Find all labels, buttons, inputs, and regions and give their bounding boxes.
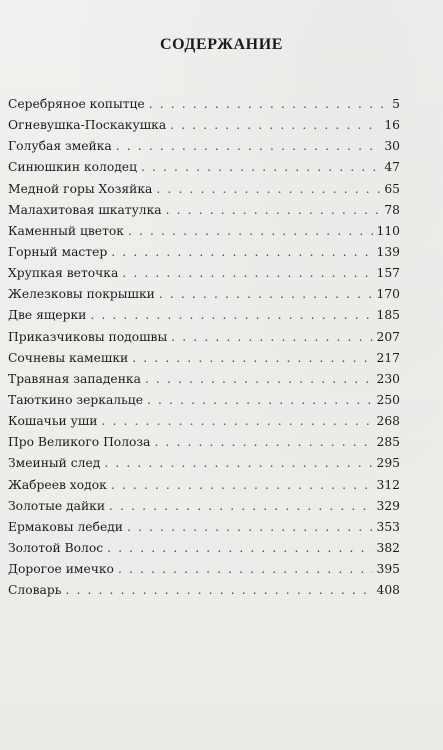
- toc-entry: [8, 284, 400, 305]
- toc-entry-title: Сочневы камешки: [8, 350, 129, 365]
- toc-entry-title: Словарь: [8, 583, 62, 597]
- toc-entry-page-number: 78: [384, 202, 400, 217]
- toc-dot-leader: [101, 411, 372, 432]
- toc-entry-page-number: 382: [376, 540, 400, 555]
- toc-entry: [8, 305, 400, 326]
- toc-entry: [8, 200, 400, 221]
- toc-entry: [8, 115, 400, 136]
- toc-dot-leader: [127, 517, 373, 538]
- toc-entry-title: Кошачьи уши: [8, 414, 98, 429]
- toc-dot-leader: [111, 242, 372, 263]
- toc-entry-page-number: 47: [384, 160, 400, 175]
- toc-entry-title: Дорогое имечко: [8, 562, 114, 577]
- toc-entry: [8, 580, 400, 601]
- toc-entry: [8, 136, 400, 157]
- toc-entry-page-number: 5: [392, 97, 400, 111]
- toc-entry-title: Горный мастер: [8, 244, 108, 259]
- toc-entry-page-number: 139: [376, 244, 400, 259]
- toc-entry-title: Медной горы Хозяйка: [8, 181, 153, 196]
- toc-dot-leader: [109, 496, 372, 517]
- toc-entry: [8, 369, 400, 390]
- table-of-contents: [8, 94, 400, 580]
- toc-entry: [8, 179, 400, 200]
- toc-dot-leader: [154, 432, 372, 453]
- toc-entry: [8, 475, 400, 496]
- toc-entry-page-number: 295: [376, 456, 400, 471]
- toc-entry-page-number: 329: [376, 498, 400, 513]
- toc-entry-title: Золотые дайки: [8, 498, 106, 513]
- toc-dot-leader: [141, 157, 380, 178]
- toc-entry: [8, 94, 400, 115]
- toc-entry: [8, 157, 400, 178]
- toc-dot-leader: [166, 200, 381, 221]
- toc-entry: [8, 348, 400, 369]
- toc-dot-leader: [149, 94, 388, 115]
- toc-entry-title: Приказчиковы подошвы: [8, 329, 168, 344]
- toc-entry: [8, 263, 400, 284]
- toc-entry: [8, 411, 400, 432]
- toc-entry-title: Жабреев ходок: [8, 477, 107, 492]
- table-of-contents-appendix: [8, 580, 400, 601]
- toc-entry-page-number: 170: [376, 287, 400, 302]
- toc-dot-leader: [159, 284, 373, 305]
- toc-entry-title: Синюшкин колодец: [8, 160, 137, 175]
- toc-entry-title: Травяная западенка: [8, 371, 141, 386]
- toc-entry-page-number: 285: [376, 435, 400, 450]
- toc-entry-title: Огневушка-Поскакушка: [8, 118, 167, 133]
- toc-entry-title: Таюткино зеркальце: [8, 392, 143, 407]
- page-title: СОДЕРЖАНИЕ: [159, 36, 284, 53]
- toc-entry-page-number: 217: [376, 350, 400, 365]
- toc-entry-title: Ермаковы лебеди: [8, 519, 123, 534]
- toc-entry: [8, 496, 400, 517]
- toc-entry: [8, 390, 400, 411]
- toc-entry: [8, 221, 400, 242]
- toc-entry: [8, 432, 400, 453]
- toc-entry-page-number: 408: [376, 583, 400, 597]
- toc-entry-page-number: 157: [376, 266, 400, 281]
- toc-dot-leader: [147, 390, 373, 411]
- toc-dot-leader: [170, 115, 380, 136]
- toc-dot-leader: [122, 263, 372, 284]
- toc-entry-title: Железковы покрышки: [8, 287, 155, 302]
- toc-dot-leader: [128, 221, 373, 242]
- toc-dot-leader: [132, 348, 372, 369]
- toc-entry-page-number: 268: [376, 414, 400, 429]
- toc-dot-leader: [145, 369, 373, 390]
- toc-dot-leader: [111, 475, 373, 496]
- toc-dot-leader: [116, 136, 381, 157]
- toc-entry: [8, 559, 400, 580]
- toc-dot-leader: [104, 453, 372, 474]
- toc-dot-leader: [156, 179, 380, 200]
- toc-entry-title: Хрупкая веточка: [8, 266, 119, 281]
- toc-entry-title: Змеиный след: [8, 456, 101, 471]
- toc-entry: [8, 453, 400, 474]
- toc-entry-title: Малахитовая шкатулка: [8, 202, 162, 217]
- toc-entry: [8, 517, 400, 538]
- toc-dot-leader: [90, 305, 372, 326]
- toc-entry-page-number: 312: [376, 477, 400, 492]
- toc-entry: [8, 242, 400, 263]
- toc-dot-leader: [171, 327, 372, 348]
- toc-entry-page-number: 65: [384, 181, 400, 196]
- toc-entry: [8, 327, 400, 348]
- toc-entry-title: Серебряное копытце: [8, 97, 145, 111]
- toc-entry-title: Про Великого Полоза: [8, 435, 151, 450]
- toc-entry-page-number: 110: [376, 223, 400, 238]
- toc-entry-title: Две ящерки: [8, 308, 87, 323]
- toc-dot-leader: [118, 559, 373, 580]
- toc-entry-title: Каменный цветок: [8, 223, 124, 238]
- toc-entry-page-number: 207: [376, 329, 400, 344]
- toc-entry-page-number: 395: [376, 562, 400, 577]
- toc-entry-page-number: 230: [376, 371, 400, 386]
- toc-entry-page-number: 30: [384, 139, 400, 154]
- toc-entry-page-number: 185: [376, 308, 400, 323]
- toc-entry-title: Золотой Волос: [8, 540, 104, 555]
- toc-entry-page-number: 353: [376, 519, 400, 534]
- toc-entry-title: Голубая змейка: [8, 139, 112, 154]
- toc-entry-page-number: 250: [376, 392, 400, 407]
- toc-dot-leader: [107, 538, 372, 559]
- toc-entry: [8, 538, 400, 559]
- toc-entry-page-number: 16: [384, 118, 400, 133]
- toc-dot-leader: [65, 580, 372, 601]
